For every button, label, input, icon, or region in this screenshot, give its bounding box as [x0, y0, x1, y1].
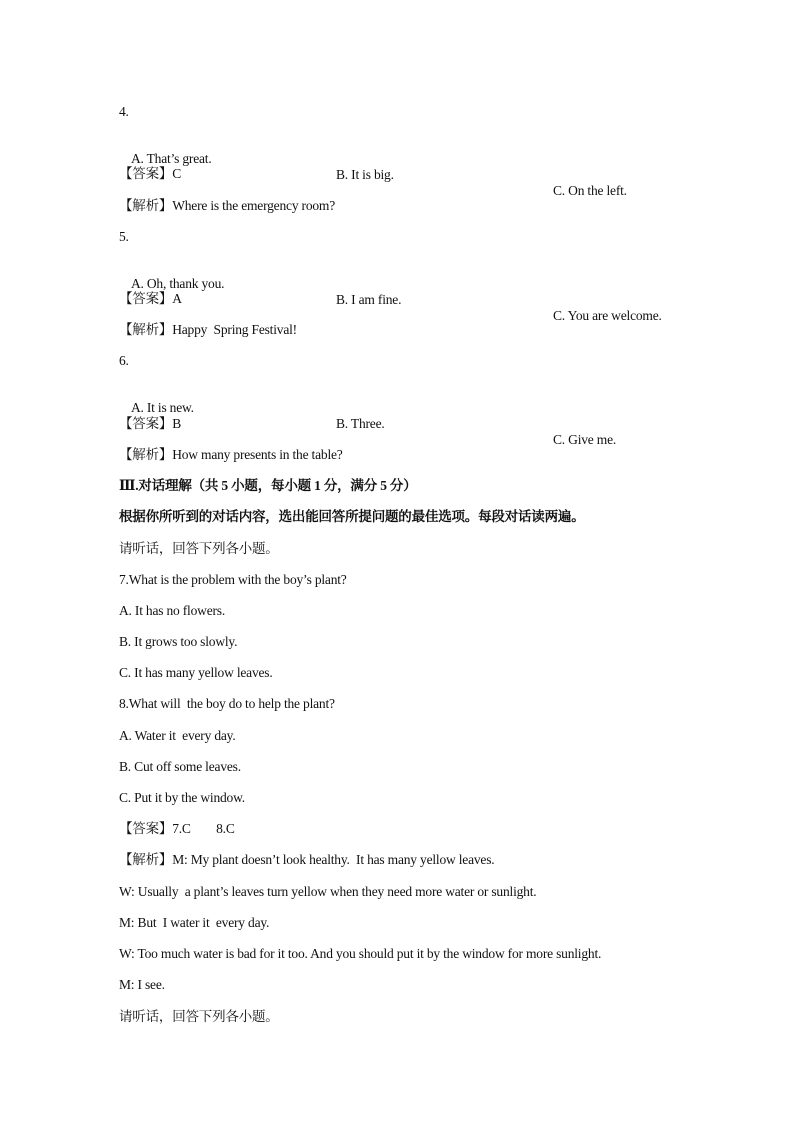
q5-answer: 【答案】A — [119, 291, 182, 306]
dialogue-line: W: Too much water is bad for it too. And you should put it by the window for more sunlight. — [119, 946, 602, 961]
q4-option-a: A. That’s great. — [130, 151, 212, 166]
q8-option-b: B. Cut off some leaves. — [119, 759, 241, 774]
q6-option-a: A. It is new. — [130, 400, 194, 415]
q5-analysis: 【解析】Happy Spring Festival! — [119, 322, 297, 337]
q5-number: 5. — [119, 229, 129, 244]
q4-analysis: 【解析】Where is the emergency room? — [119, 198, 336, 213]
q4-option-c: C. On the left. — [553, 183, 627, 198]
q7-question: 7.What is the problem with the boy’s plant? — [119, 572, 347, 587]
dialogue-line: W: Usually a plant’s leaves turn yellow when they need more water or sunlight. — [119, 884, 537, 899]
q8-question: 8.What will the boy do to help the plant? — [119, 696, 335, 711]
q4-number: 4. — [119, 104, 129, 119]
q4-option-b: B. It is big. — [336, 167, 394, 182]
q6-option-c: C. Give me. — [553, 432, 617, 447]
q5-option-a: A. Oh, thank you. — [130, 276, 225, 291]
q4-answer: 【答案】C — [119, 166, 182, 181]
listening-prompt: 请听话，回答下列各小题。 — [119, 1009, 279, 1024]
q6-option-b: B. Three. — [336, 416, 385, 431]
q7-8-answer: 【答案】7.C 8.C — [119, 821, 235, 836]
q8-option-c: C. Put it by the window. — [119, 790, 245, 805]
q6-analysis: 【解析】How many presents in the table? — [119, 447, 343, 462]
q5-option-b: B. I am fine. — [336, 292, 402, 307]
q7-option-c: C. It has many yellow leaves. — [119, 665, 273, 680]
q6-number: 6. — [119, 353, 129, 368]
dialogue-line: 【解析】M: My plant doesn’t look healthy. It has many yellow leaves. — [119, 852, 495, 867]
section-instruction: 根据你所听到的对话内容，选出能回答所提问题的最佳选项。每段对话读两遍。 — [119, 509, 585, 524]
q7-option-b: B. It grows too slowly. — [119, 634, 238, 649]
dialogue-line: M: I see. — [119, 977, 165, 992]
q7-option-a: A. It has no flowers. — [119, 603, 226, 618]
q8-option-a: A. Water it every day. — [119, 728, 236, 743]
q5-option-c: C. You are welcome. — [553, 308, 662, 323]
q6-answer: 【答案】B — [119, 416, 182, 431]
dialogue-line: M: But I water it every day. — [119, 915, 270, 930]
listening-prompt: 请听话，回答下列各小题。 — [119, 541, 279, 556]
section-title: Ⅲ.对话理解（共 5 小题，每小题 1 分，满分 5 分） — [119, 478, 417, 493]
